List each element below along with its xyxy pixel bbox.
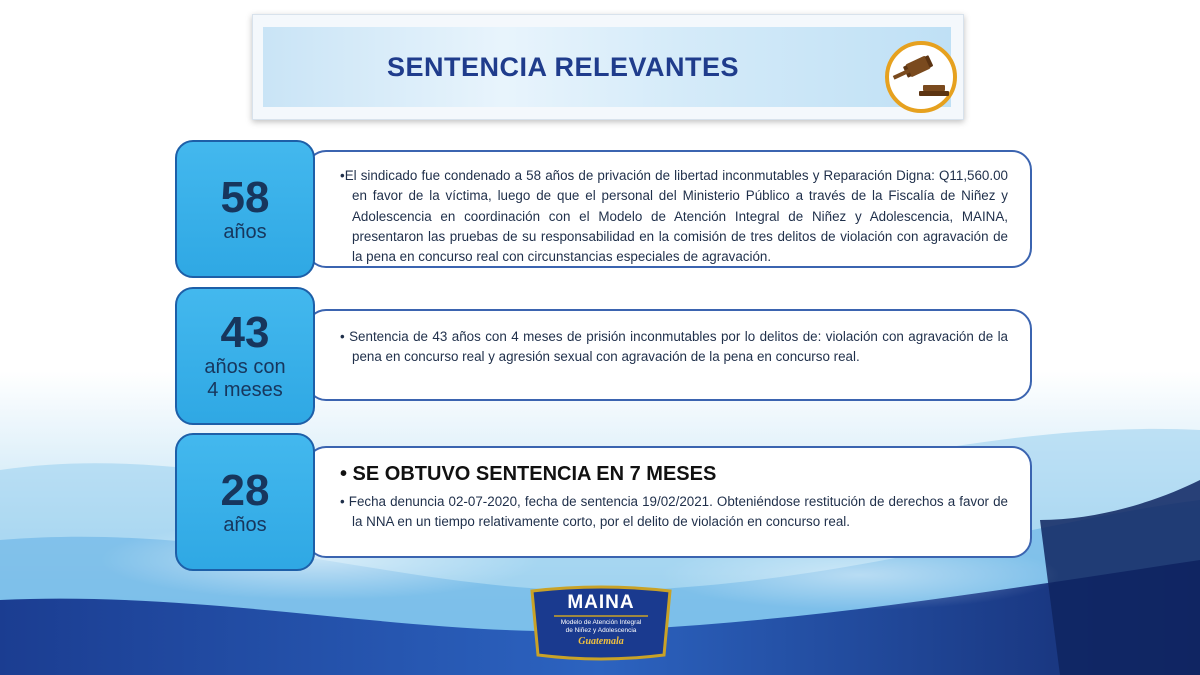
page-title: SENTENCIA RELEVANTES — [386, 51, 740, 82]
logo-name: MAINA — [567, 592, 635, 613]
years-badge-43 — [175, 287, 315, 425]
sentence-description-28 — [306, 446, 1032, 558]
years-unit: años — [223, 220, 267, 243]
years-unit-line-2: 4 meses — [207, 379, 283, 401]
title-banner-inner — [263, 27, 951, 107]
years-number: 28 — [220, 465, 270, 515]
years-number: 43 — [220, 308, 270, 357]
sentence-text-28: • Fecha denuncia 02-07-2020, fecha de sentencia 19/02/2021. Obteniéndose restitución de derechos a favor de la NNA en un tiempo relativamente corto, por el delito de violación en concurso real. — [340, 494, 1008, 530]
years-number: 58 — [220, 172, 270, 222]
logo-subtitle-line-1: Modelo de Atención Integral — [560, 619, 642, 626]
years-badge-58 — [175, 140, 315, 278]
years-unit: años — [223, 513, 267, 536]
sentence-description-43 — [306, 309, 1032, 401]
title-banner — [252, 14, 964, 120]
gavel-icon — [885, 41, 957, 113]
sentence-description-58 — [306, 150, 1032, 268]
years-badge-28 — [175, 433, 315, 571]
logo-subtitle — [524, 619, 678, 634]
years-unit-line-1: años con — [204, 356, 286, 378]
logo-subtitle-line-2: de Niñez y Adolescencia — [565, 626, 637, 634]
sentence-text-58: •El sindicado fue condenado a 58 años de privación de libertad inconmutables y Reparación Digna: Q11,560.00 en favor de la víctima, luego de que el personal del Ministerio Público a través de la Fiscalía de Niñez y Adolescencia en coordinación con el Modelo de Atención Integral de Niñez y Adolescencia, MAINA, presentaron las pruebas de su responsabilidad en la comisión de tres delitos de violación con agravación de la pena en concurso real con circunstancias especiales de agravación. — [340, 168, 1008, 265]
maina-logo — [524, 585, 678, 661]
logo-country: Guatemala — [578, 636, 624, 647]
sentence-text-43: • Sentencia de 43 años con 4 meses de prisión inconmutables por lo delitos de: violación con agravación de la pena en concurso real y agresión sexual con agravación de la pena en concurso real. — [340, 329, 1008, 365]
sentence-headline: • SE OBTUVO SENTENCIA EN 7 MESES — [340, 463, 717, 485]
